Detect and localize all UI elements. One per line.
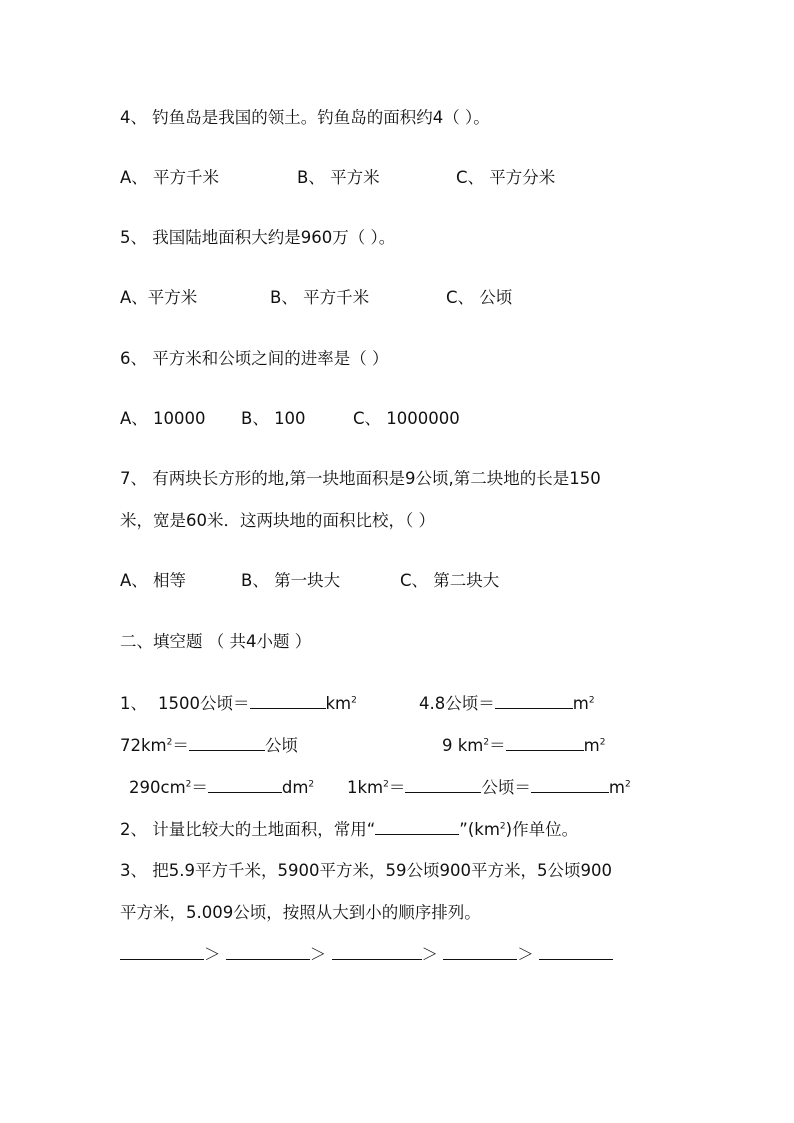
fill-3-line-1: 3、 把5.9平方千米，5900平方米，59公顷900平方米，5公顷900 (120, 861, 612, 880)
fill-1b-prefix: 4.8公顷＝ (419, 694, 495, 713)
fill-1c (120, 735, 298, 757)
fill-1f-unit: m (608, 778, 625, 797)
fill-1f-prefix: 1km (347, 778, 384, 797)
fill-1e-blank[interactable] (208, 778, 282, 793)
fill-1b-unit: m (572, 694, 589, 713)
fill-2-prefix: 2、 计量比较大的土地面积，常用“ (120, 820, 376, 839)
fill-2-suffix: ”(km (459, 820, 500, 839)
question-7-line-2: 米，宽是60米．这两块地的面积比校，（ ） (120, 511, 435, 530)
fill-1b-sup: 2 (588, 695, 595, 706)
fill-1d-blank[interactable] (506, 736, 584, 751)
gt-sign-1: ＞ (204, 945, 221, 964)
fill-1c-sup: 2 (166, 737, 173, 748)
fill-1a (158, 693, 357, 715)
fill-2-blank[interactable] (375, 820, 459, 835)
fill-1e-sup: 2 (185, 779, 192, 790)
fill-1d-sup2: 2 (599, 737, 606, 748)
fill-1d-eq: ＝ (489, 736, 506, 755)
order-blank-1[interactable] (120, 945, 204, 960)
question-5: 5、 我国陆地面积大约是960万（ ）。 (120, 228, 396, 247)
q6-option-b: B、 100 (241, 409, 306, 428)
q7-option-a: A、 相等 (120, 571, 187, 590)
question-7-line-1: 7、 有两块长方形的地,第一块地面积是9公顷,第二块地的长是150 (120, 469, 601, 488)
fill-1f-blank-2[interactable] (531, 778, 609, 793)
fill-1c-unit: 公顷 (264, 736, 298, 755)
fill-1f-eq: ＝ (388, 778, 406, 797)
fill-1a-prefix: 1500公顷＝ (158, 694, 250, 713)
fill-1d-unit: m (583, 736, 600, 755)
q7-option-b: B、 第一块大 (241, 571, 341, 590)
fill-1d-sup: 2 (483, 737, 490, 748)
fill-1c-blank[interactable] (189, 736, 265, 751)
fill-3-line-2: 平方米，5.009公顷，按照从大到小的顺序排列。 (120, 903, 481, 922)
fill-1a-unit: km (325, 694, 352, 713)
q4-option-b: B、 平方米 (297, 168, 380, 187)
order-blank-3[interactable] (332, 945, 422, 960)
fill-1f-sup2: 2 (624, 779, 631, 790)
fill-1e-sup2: 2 (308, 779, 315, 790)
fill-1a-blank[interactable] (250, 694, 326, 709)
fill-1e-eq: ＝ (191, 778, 208, 797)
q5-option-a: A、平方米 (120, 288, 198, 307)
fill-2-sup: 2 (499, 821, 506, 832)
section-2-heading: 二、填空题 （ 共4小题 ） (120, 632, 312, 651)
gt-sign-4: ＞ (517, 945, 534, 964)
fill-1b (419, 693, 595, 715)
q4-option-a: A、 平方千米 (120, 168, 220, 187)
order-blank-5[interactable] (539, 945, 613, 960)
order-blank-2[interactable] (226, 945, 310, 960)
fill-1e-unit: dm (281, 778, 309, 797)
fill-2-end: )作单位。 (505, 820, 579, 839)
q4-option-c: C、 平方分米 (456, 168, 556, 187)
fill-2 (120, 819, 578, 841)
q5-option-c: C、 公顷 (446, 288, 513, 307)
ordering-row (120, 944, 613, 966)
fill-1b-blank[interactable] (495, 694, 573, 709)
fill-1d-prefix: 9 km (442, 736, 484, 755)
question-6: 6、 平方米和公顷之间的进率是（ ） (120, 349, 389, 368)
q7-option-c: C、 第二块大 (400, 571, 500, 590)
q5-option-b: B、 平方千米 (270, 288, 370, 307)
gt-sign-3: ＞ (421, 945, 438, 964)
question-4: 4、 钓鱼岛是我国的领土。钓鱼岛的面积约4（ ）。 (120, 108, 490, 127)
fill-1e-prefix: 290cm (129, 778, 186, 797)
fill-1c-eq: ＝ (172, 736, 189, 755)
q6-option-a: A、 10000 (120, 409, 206, 428)
fill-1f (347, 777, 631, 799)
fill-1f-mid: 公顷＝ (481, 778, 531, 797)
fill-1e (129, 777, 314, 799)
fill-1f-sup: 2 (383, 779, 389, 790)
order-blank-4[interactable] (443, 945, 517, 960)
fill-1f-blank-1[interactable] (405, 778, 481, 793)
fill-1a-sup: 2 (351, 695, 357, 706)
q6-option-c: C、 1000000 (353, 409, 460, 428)
gt-sign-2: ＞ (309, 945, 327, 964)
fill-1d (442, 735, 605, 757)
fill-1-number: 1、 (120, 694, 147, 713)
fill-1c-prefix: 72km (120, 736, 167, 755)
